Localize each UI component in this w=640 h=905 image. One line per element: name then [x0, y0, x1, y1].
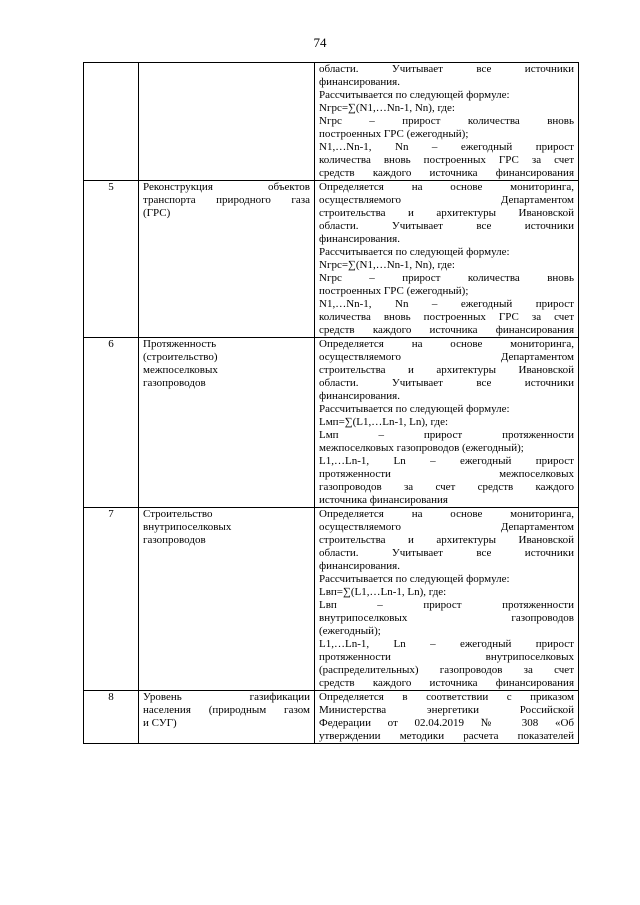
calculation-method-line: количества вновь построенных ГРС за счет — [319, 311, 574, 323]
calculation-method-line: Рассчитывается по следующей формуле: — [319, 403, 510, 415]
indicator-name-cell — [139, 508, 315, 691]
calculation-method-line: Рассчитывается по следующей формуле: — [319, 246, 510, 258]
row-number-cell: 7 — [84, 508, 139, 691]
calculation-method-line: протяженности внутрипоселковых — [319, 651, 574, 663]
calculation-method-line: L1,…Ln-1, Ln – ежегодный прирост — [319, 638, 574, 650]
indicator-name-line: Реконструкция объектов — [143, 181, 310, 193]
page-number: 74 — [313, 35, 327, 50]
table-row — [84, 181, 579, 338]
indicator-name-line: газопроводов — [143, 534, 206, 546]
calculation-method-line: средств каждого источника финансирования — [319, 167, 574, 179]
calculation-method-line: Nгрс=∑(N1,…Nn-1, Nn), где: — [319, 259, 455, 271]
row-number-cell: 5 — [84, 181, 139, 338]
calculation-method-line: Рассчитывается по следующей формуле: — [319, 573, 510, 585]
calculation-method-line: Министерства энергетики Российской — [319, 704, 574, 716]
table-row — [84, 338, 579, 508]
calculation-method-line: Федерации от 02.04.2019 № 308 «Об — [319, 717, 574, 729]
calculation-method-line: Определяется на основе мониторинга, — [319, 181, 574, 193]
calculation-method-line: области. Учитывает все источники — [319, 547, 574, 559]
indicators-table — [83, 62, 579, 744]
calculation-method-line: внутрипоселковых газопроводов — [319, 612, 574, 624]
table-row — [84, 508, 579, 691]
calculation-method-line: L1,…Ln-1, Ln – ежегодный прирост — [319, 455, 574, 467]
calculation-method-line: (ежегодный); — [319, 625, 381, 637]
row-number-cell: 6 — [84, 338, 139, 508]
calculation-method-line: Lмп=∑(L1,…Ln-1, Ln), где: — [319, 416, 449, 428]
calculation-method-line: N1,…Nn-1, Nn – ежегодный прирост — [319, 298, 574, 310]
indicator-name-cell — [139, 691, 315, 744]
calculation-method-line: межпоселковых газопроводов (ежегодный); — [319, 442, 524, 454]
calculation-method-line: (распределительных) газопроводов за счет — [319, 664, 574, 676]
calculation-method-line: Nгрс – прирост количества вновь — [319, 115, 574, 127]
indicator-name-cell — [139, 338, 315, 508]
calculation-method-line: протяженности межпоселковых — [319, 468, 574, 480]
calculation-method-line: Определяется на основе мониторинга, — [319, 338, 574, 350]
calculation-method-line: Рассчитывается по следующей формуле: — [319, 89, 510, 101]
calculation-method-line: осуществляемого Департаментом — [319, 351, 574, 363]
calculation-method-line: количества вновь построенных ГРС за счет — [319, 154, 574, 166]
calculation-method-line: газопроводов за счет средств каждого — [319, 481, 574, 493]
calculation-method-line: средств каждого источника финансирования — [319, 324, 574, 336]
calculation-method-line: финансирования. — [319, 233, 400, 245]
calculation-method-cell — [315, 508, 579, 691]
calculation-method-line: строительства и архитектуры Ивановской — [319, 207, 574, 219]
calculation-method-line: Определяется на основе мониторинга, — [319, 508, 574, 520]
row-number-cell: 8 — [84, 691, 139, 744]
indicator-name-line: газопроводов — [143, 377, 206, 389]
calculation-method-line: утверждении методики расчета показателей — [319, 730, 574, 742]
calculation-method-cell — [315, 691, 579, 744]
table-row — [84, 691, 579, 744]
calculation-method-line: строительства и архитектуры Ивановской — [319, 534, 574, 546]
calculation-method-line: N1,…Nn-1, Nn – ежегодный прирост — [319, 141, 574, 153]
indicator-name-line: (ГРС) — [143, 207, 171, 219]
calculation-method-line: финансирования. — [319, 390, 400, 402]
row-number-cell — [84, 63, 139, 181]
indicator-name-line: Строительство — [143, 508, 213, 520]
calculation-method-line: осуществляемого Департаментом — [319, 521, 574, 533]
indicator-name-line: внутрипоселковых — [143, 521, 232, 533]
indicator-name-cell — [139, 181, 315, 338]
indicator-name-line: Уровень газификации — [143, 691, 310, 703]
indicator-name-line: межпоселковых — [143, 364, 218, 376]
calculation-method-line: финансирования. — [319, 560, 400, 572]
calculation-method-line: области. Учитывает все источники — [319, 63, 574, 75]
indicator-name-line: (строительство) — [143, 351, 218, 363]
calculation-method-line: области. Учитывает все источники — [319, 220, 574, 232]
calculation-method-line: построенных ГРС (ежегодный); — [319, 285, 469, 297]
calculation-method-line: средств каждого источника финансирования — [319, 677, 574, 689]
calculation-method-line: Lвп – прирост протяженности — [319, 599, 574, 611]
indicator-name-line: Протяженность — [143, 338, 217, 350]
calculation-method-line: построенных ГРС (ежегодный); — [319, 128, 469, 140]
calculation-method-cell — [315, 181, 579, 338]
calculation-method-line: Nгрс=∑(N1,…Nn-1, Nn), где: — [319, 102, 455, 114]
calculation-method-line: Lвп=∑(L1,…Ln-1, Ln), где: — [319, 586, 447, 598]
table-row — [84, 63, 579, 181]
calculation-method-line: Nгрс – прирост количества вновь — [319, 272, 574, 284]
calculation-method-cell — [315, 338, 579, 508]
calculation-method-line: источника финансирования — [319, 494, 448, 506]
calculation-method-line: финансирования. — [319, 76, 400, 88]
calculation-method-cell — [315, 63, 579, 181]
calculation-method-line: области. Учитывает все источники — [319, 377, 574, 389]
indicator-name-line: и СУГ) — [143, 717, 177, 729]
calculation-method-line: Lмп – прирост протяженности — [319, 429, 574, 441]
calculation-method-line: осуществляемого Департаментом — [319, 194, 574, 206]
calculation-method-line: Определяется в соответствии с приказом — [319, 691, 574, 703]
indicator-name-line: населения (природным газом — [143, 704, 310, 716]
indicator-name-line: транспорта природного газа — [143, 194, 310, 206]
indicator-name-cell — [139, 63, 315, 181]
calculation-method-line: строительства и архитектуры Ивановской — [319, 364, 574, 376]
